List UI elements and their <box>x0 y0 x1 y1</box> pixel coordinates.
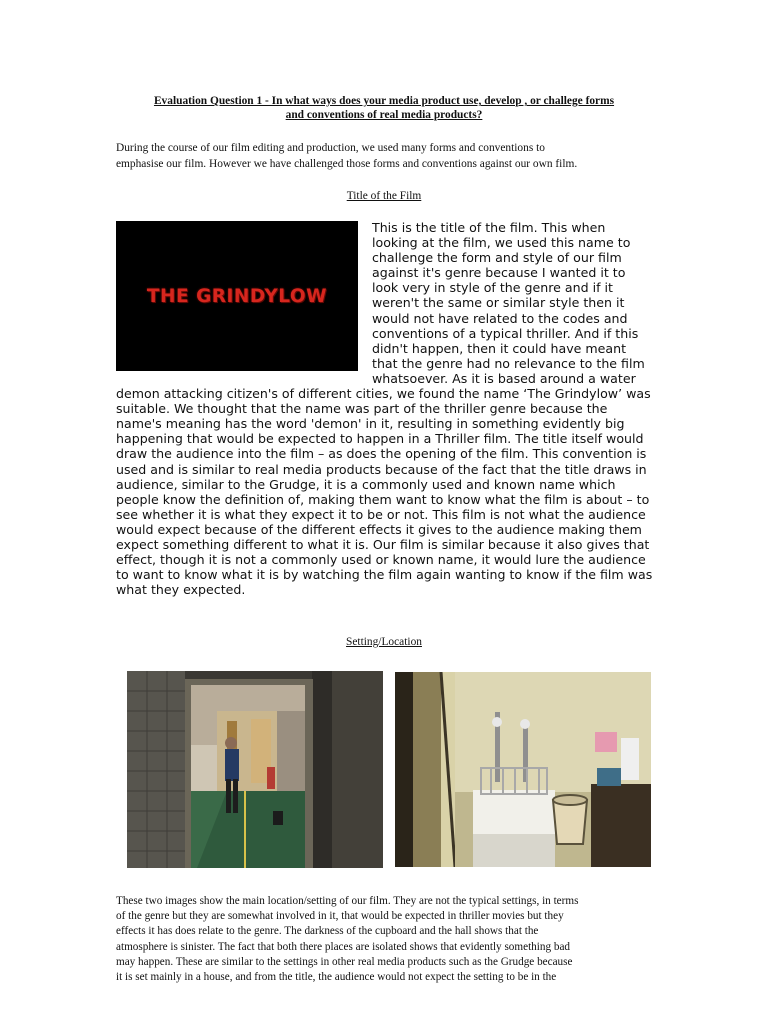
film-title-image <box>116 221 358 371</box>
setting-line-2: of the genre but they are somewhat involved in it, that would be expected in thriller movies but they <box>116 910 564 923</box>
section-heading-setting: Setting/Location <box>346 636 422 648</box>
setting-line-4: atmosphere is sinister. The fact that both there places are isolated shows that evidently something bad <box>116 940 571 953</box>
intro-paragraph <box>116 140 656 172</box>
setting-line-3: effects it has does relate to the genre. The darkness of the cupboard and the hall shows that the <box>116 925 539 938</box>
page-heading <box>110 94 658 122</box>
heading-line-1: Evaluation Question 1 - In what ways does your media product use, develop , or challege forms <box>153 95 615 107</box>
setting-line-6: it is set mainly in a house, and from the title, the audience would not expect the setting to be in the <box>116 971 557 984</box>
intro-line-2: emphasise our film. However we have challenged those forms and conventions against our own film. <box>116 158 578 170</box>
heading-line-2: and conventions of real media products? <box>285 109 483 121</box>
title-section-body: This is the title of the film. This when looking at the film, we used this name to challenge the form and style of our film against it's genre because I wanted it to look very in style of the genre and if it weren't the same or similar style then it would not have related to the codes and conventions of a typical thriller. And if this didn't happen, then it could have meant that the genre had no relevance to the film whatsoever. As it is based around a water demon attacking citizen's of different cities, we found the name ‘The Grindylow’ was suitable. We thought that the name was part of the thriller genre because the name's meaning has the word 'demon' in it, resulting in something evidently big happening that would be expected to happen in a Thriller film. The title itself would draw the audience into the film – as does the opening of the film. This convention is used and is similar to real media products because of the fact that the title draws in audience, similar to the Grudge, it is a commonly used and known name which people know the definition of, making them want to know what the film is about – to see whether it is what they expect it to be or not. This film is not what the audience would expect because of the different effects it gives to the audience making them expect something different to what it is. Our film is similar because it also gives that effect, though it is not a commonly used or known name, it would lure the audience to want to know what it is by watching the film again wanting to know if the film was what they expected. <box>116 220 653 598</box>
cupboard-photo <box>395 672 651 867</box>
hallway-photo <box>127 671 383 868</box>
film-title-logo: THE GRINDYLOW <box>146 286 328 307</box>
setting-line-1: These two images show the main location/setting of our film. They are not the typical settings, in terms <box>116 895 579 907</box>
intro-line-1: During the course of our film editing and production, we used many forms and conventions to <box>116 142 545 154</box>
setting-section-body <box>116 894 656 985</box>
setting-line-5: may happen. These are similar to the settings in other real media products such as the Grudge because <box>116 955 573 968</box>
section-heading-title: Title of the Film <box>346 190 422 202</box>
title-section <box>116 220 654 597</box>
